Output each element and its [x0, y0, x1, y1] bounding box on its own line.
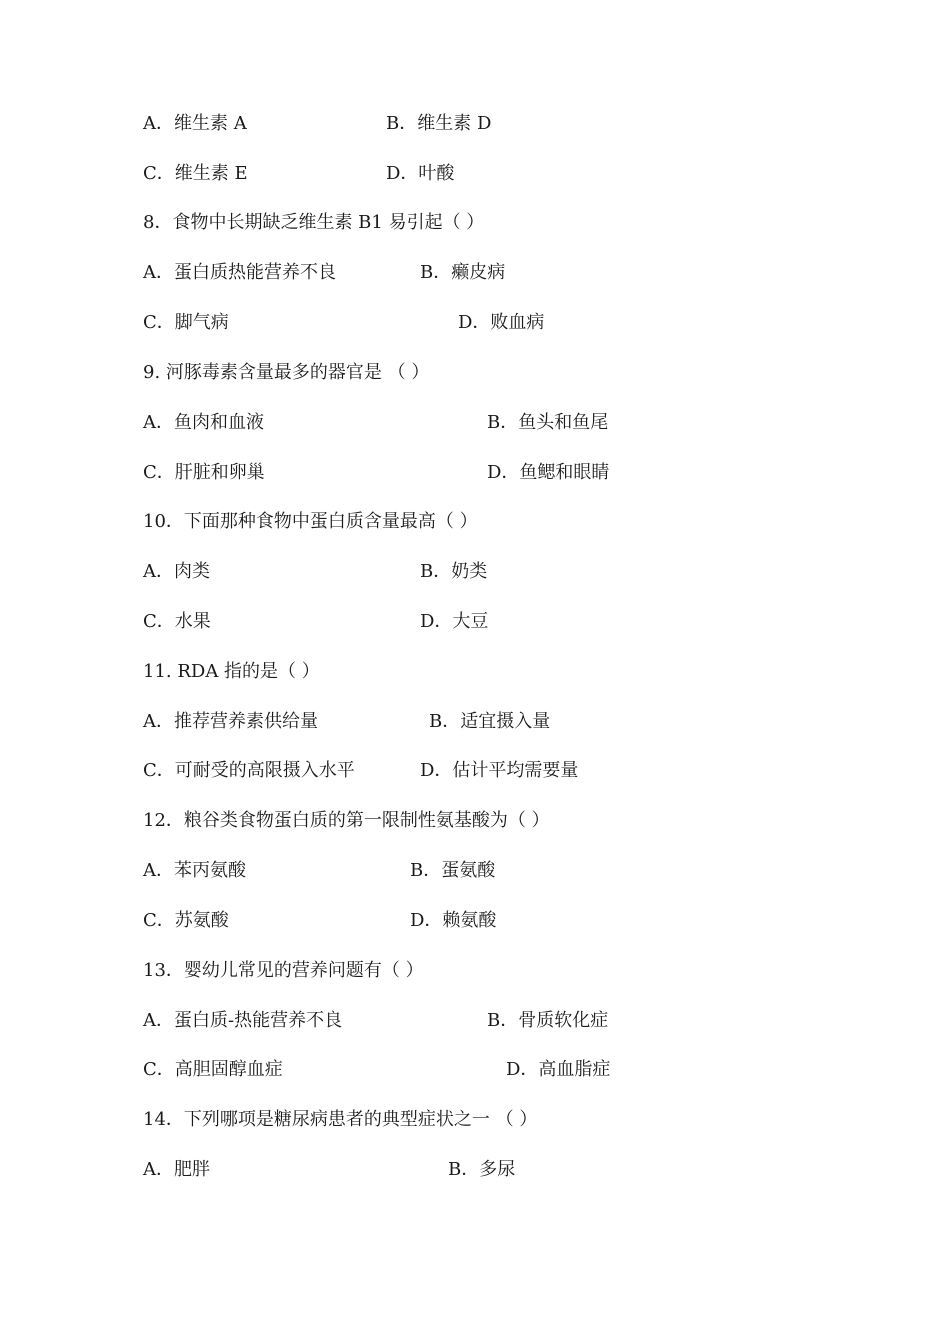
option-d: D．大豆	[420, 611, 489, 632]
option-c: C．维生素 E	[143, 163, 248, 184]
option-row	[143, 310, 545, 336]
option-b: B．适宜摄入量	[429, 711, 551, 732]
option-row	[143, 908, 497, 934]
option-row	[143, 1008, 609, 1034]
option-b: B．维生素 D	[386, 113, 492, 134]
option-b: B．蛋氨酸	[410, 860, 496, 881]
option-row	[143, 161, 455, 187]
option-d: D．估计平均需要量	[420, 760, 579, 781]
option-b: B．癞皮病	[420, 262, 506, 283]
option-row	[143, 559, 488, 585]
option-row	[143, 460, 610, 486]
option-c: C．水果	[143, 611, 211, 632]
option-a: A．维生素 A	[143, 113, 247, 134]
option-a: A．蛋白质热能营养不良	[143, 262, 336, 283]
option-a: A．肥胖	[143, 1159, 210, 1180]
option-a: A．肉类	[143, 561, 210, 582]
option-c: C．苏氨酸	[143, 910, 229, 931]
option-row	[143, 858, 496, 884]
question-11: 11. RDA 指的是（ ）	[143, 661, 320, 682]
option-row	[143, 609, 489, 635]
option-d: D．高血脂症	[506, 1059, 611, 1080]
option-d: D．赖氨酸	[410, 910, 497, 931]
option-c: C．可耐受的高限摄入水平	[143, 760, 355, 781]
option-b: B．多尿	[448, 1159, 516, 1180]
question-14: 14．下列哪项是糖尿病患者的典型症状之一 （ ）	[143, 1109, 538, 1130]
option-b: B．鱼头和鱼尾	[487, 412, 609, 433]
option-b: B．骨质软化症	[487, 1010, 609, 1031]
option-row	[143, 111, 492, 137]
option-a: A．鱼肉和血液	[143, 412, 264, 433]
option-row	[143, 1157, 516, 1183]
option-row	[143, 758, 579, 784]
question-10: 10．下面那种食物中蛋白质含量最高（ ）	[143, 511, 478, 532]
option-c: C．肝脏和卵巢	[143, 462, 265, 483]
option-d: D．鱼鳃和眼睛	[487, 462, 610, 483]
option-b: B．奶类	[420, 561, 488, 582]
option-d: D．叶酸	[386, 163, 455, 184]
option-c: C．高胆固醇血症	[143, 1059, 283, 1080]
option-row	[143, 1057, 611, 1083]
question-8: 8．食物中长期缺乏维生素 B1 易引起（ ）	[143, 212, 485, 233]
question-9: 9. 河豚毒素含量最多的器官是 （ ）	[143, 362, 430, 383]
question-13: 13．婴幼儿常见的营养问题有（ ）	[143, 960, 424, 981]
option-a: A．苯丙氨酸	[143, 860, 246, 881]
question-12: 12．粮谷类食物蛋白质的第一限制性氨基酸为（ ）	[143, 810, 550, 831]
option-row	[143, 709, 551, 735]
option-a: A．推荐营养素供给量	[143, 711, 318, 732]
option-row	[143, 260, 506, 286]
option-c: C．脚气病	[143, 312, 229, 333]
option-a: A．蛋白质-热能营养不良	[143, 1010, 343, 1031]
option-row	[143, 410, 609, 436]
option-d: D．败血病	[458, 312, 545, 333]
